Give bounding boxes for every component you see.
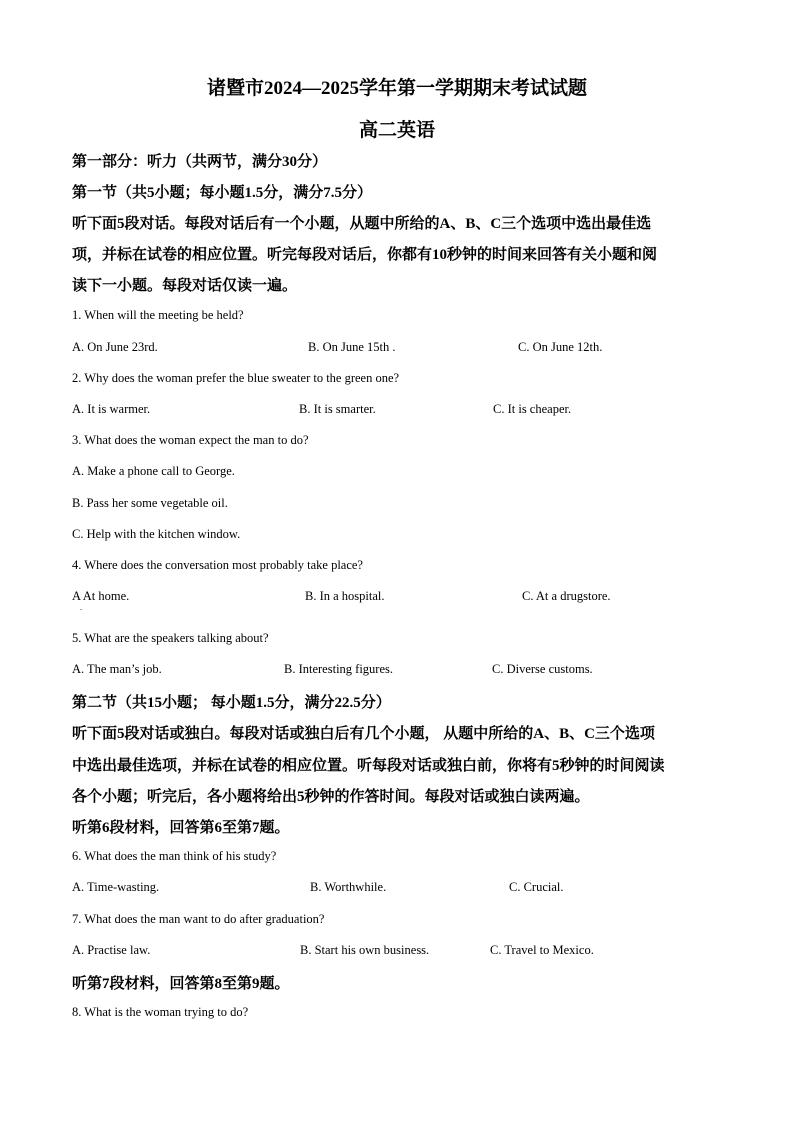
option-b: B. Interesting figures. — [284, 662, 394, 676]
option-b: B. Worthwhile. — [310, 880, 387, 894]
option-c: C. Help with the kitchen window. — [72, 527, 241, 541]
option-a: A. Practise law. — [72, 943, 151, 957]
section2-heading: 第二节（共15小题； 每小题1.5分，满分22.5分） — [72, 695, 391, 711]
section2-instruction-line: 各个小题；听完后，各小题将给出5秒钟的作答时间。每段对话或独白读两遍。 — [72, 789, 590, 805]
option-c: C. Crucial. — [509, 880, 564, 894]
question-7: 7. What does the man want to do after graduation? — [72, 912, 325, 926]
option-a: A. Time-wasting. — [72, 880, 160, 894]
option-b: B. It is smarter. — [299, 402, 376, 416]
section1-instruction-line: 听下面5段对话。每段对话后有一个小题，从题中所给的A、B、C三个选项中选出最佳选 — [72, 216, 652, 232]
section1-instruction-line: 读下一小题。每段对话仅读一遍。 — [72, 278, 298, 294]
question-3: 3. What does the woman expect the man to do? — [72, 433, 309, 447]
question-4: 4. Where does the conversation most probably take place? — [72, 558, 363, 572]
question-6: 6. What does the man think of his study? — [72, 849, 277, 863]
option-c: C. Diverse customs. — [492, 662, 593, 676]
option-b: B. On June 15th . — [308, 340, 396, 354]
option-a: A. Make a phone call to George. — [72, 464, 235, 478]
question-5: 5. What are the speakers talking about? — [72, 631, 269, 645]
option-a: A. The man’s job. — [72, 662, 162, 676]
option-a: A. It is warmer. — [72, 402, 151, 416]
question-8: 8. What is the woman trying to do? — [72, 1005, 249, 1019]
option-a: A. On June 23rd. — [72, 340, 158, 354]
exam-subtitle: 高二英语 — [358, 120, 435, 141]
option-b: B. Pass her some vegetable oil. — [72, 496, 228, 510]
option-c: C. At a drugstore. — [522, 589, 611, 603]
exam-title: 诸暨市2024—2025学年第一学期期末考试试题 — [206, 78, 587, 99]
section1-instruction-line: 项，并标在试卷的相应位置。听完每段对话后，你都有10秒钟的时间来回答有关小题和阅 — [72, 247, 658, 263]
material-6-heading: 听第6段材料，回答第6至第7题。 — [72, 820, 290, 836]
question-1: 1. When will the meeting be held? — [72, 308, 244, 322]
part1-heading: 第一部分：听力（共两节，满分30分） — [72, 154, 328, 170]
section2-instruction-line: 听下面5段对话或独白。每段对话或独白后有几个小题， 从题中所给的A、B、C三个选项 — [72, 726, 655, 742]
option-c: C. Travel to Mexico. — [490, 943, 594, 957]
option-c: C. On June 12th. — [518, 340, 603, 354]
stray-mark: . — [80, 603, 82, 612]
option-a: A At home. — [72, 589, 130, 603]
question-2: 2. Why does the woman prefer the blue sweater to the green one? — [72, 371, 400, 385]
section1-heading: 第一节（共5小题；每小题1.5分，满分7.5分） — [72, 185, 373, 201]
option-b: B. Start his own business. — [300, 943, 430, 957]
option-b: B. In a hospital. — [305, 589, 385, 603]
material-7-heading: 听第7段材料，回答第8至第9题。 — [72, 976, 290, 992]
section2-instruction-line: 中选出最佳选项，并标在试卷的相应位置。听每段对话或独白前，你将有5秒钟的时间阅读 — [72, 758, 665, 774]
option-c: C. It is cheaper. — [493, 402, 572, 416]
